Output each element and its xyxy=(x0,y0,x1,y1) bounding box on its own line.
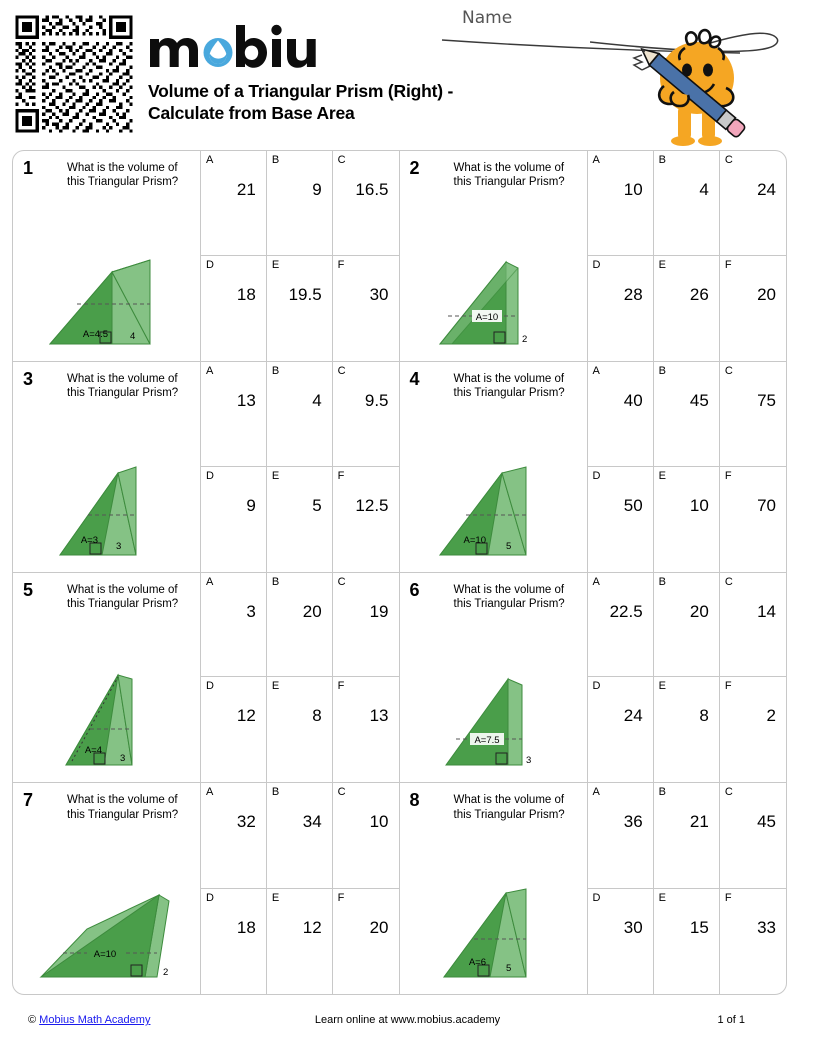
answer-options xyxy=(200,362,399,572)
answer-option[interactable] xyxy=(720,467,786,572)
question-prompt: What is the volume of this Triangular Prism? xyxy=(67,162,179,189)
option-letter: F xyxy=(724,891,732,904)
option-value: 9 xyxy=(246,495,256,515)
question-figure-area xyxy=(400,151,587,361)
triangular-prism-figure xyxy=(13,862,200,990)
length-label: 3 xyxy=(119,753,125,765)
page-title: Volume of a Triangular Prism (Right) - Calculate from Base Area xyxy=(148,81,454,124)
answer-option[interactable] xyxy=(720,151,786,256)
answer-option[interactable] xyxy=(333,151,399,256)
option-value: 3 xyxy=(246,601,256,621)
option-value: 10 xyxy=(623,180,643,200)
option-letter: A xyxy=(592,575,600,588)
option-letter: D xyxy=(592,469,601,482)
brand-block xyxy=(148,22,478,125)
option-letter: C xyxy=(337,364,346,377)
option-letter: D xyxy=(592,258,601,271)
option-value: 21 xyxy=(689,812,709,832)
option-letter: A xyxy=(592,786,600,799)
area-label: A=10 xyxy=(93,949,116,960)
answer-options xyxy=(587,783,787,994)
length-label: 3 xyxy=(526,755,532,767)
option-value: 8 xyxy=(312,706,322,726)
option-letter: E xyxy=(271,469,280,482)
answer-options xyxy=(200,573,399,783)
option-value: 32 xyxy=(236,812,256,832)
triangular-prism-figure xyxy=(13,229,200,357)
option-letter: D xyxy=(592,891,601,904)
question-number: 2 xyxy=(409,158,420,178)
area-label: A=4 xyxy=(84,745,102,757)
answer-option[interactable] xyxy=(267,889,333,994)
name-label: Name xyxy=(462,8,513,28)
answer-option[interactable] xyxy=(720,677,786,782)
option-letter: B xyxy=(271,154,280,166)
question-prompt: What is the volume of this Triangular Prism? xyxy=(67,583,179,610)
question-prompt: What is the volume of this Triangular Prism? xyxy=(67,794,179,821)
page-header xyxy=(0,0,815,148)
answer-option[interactable] xyxy=(588,783,654,888)
answer-option[interactable] xyxy=(267,362,333,467)
question-figure-area xyxy=(13,783,200,994)
option-letter: E xyxy=(658,891,666,904)
option-value: 10 xyxy=(689,495,709,515)
option-value: 13 xyxy=(369,706,389,726)
option-letter: A xyxy=(206,575,214,588)
question-card xyxy=(13,783,400,994)
answer-option[interactable] xyxy=(720,362,786,467)
option-value: 12 xyxy=(302,917,322,937)
question-number: 3 xyxy=(23,368,34,389)
option-letter: F xyxy=(724,680,732,693)
option-value: 24 xyxy=(757,180,776,200)
option-letter: D xyxy=(206,891,214,904)
answer-option[interactable] xyxy=(267,573,333,678)
option-letter: B xyxy=(271,575,280,588)
option-value: 2 xyxy=(766,706,776,726)
answer-option[interactable] xyxy=(333,677,399,782)
triangular-prism-figure xyxy=(400,229,587,357)
question-number: 5 xyxy=(23,579,34,600)
option-letter: E xyxy=(271,680,280,693)
questions-grid xyxy=(12,150,787,995)
option-value: 20 xyxy=(689,601,709,621)
question-number: 6 xyxy=(409,579,420,600)
question-prompt: What is the volume of this Triangular Prism? xyxy=(67,372,179,400)
question-prompt: What is the volume of this Triangular Prism? xyxy=(453,583,565,610)
option-value: 21 xyxy=(236,180,256,200)
answer-option[interactable] xyxy=(588,677,654,782)
option-letter: F xyxy=(337,258,345,271)
option-letter: A xyxy=(206,364,214,377)
answer-option[interactable] xyxy=(588,256,654,361)
triangular-prism-figure xyxy=(13,650,200,778)
question-figure-area xyxy=(400,573,587,783)
option-letter: D xyxy=(592,680,601,693)
option-letter: E xyxy=(658,258,666,271)
option-letter: E xyxy=(658,469,666,482)
option-value: 13 xyxy=(236,390,256,410)
option-letter: F xyxy=(337,469,345,482)
option-value: 75 xyxy=(757,390,776,410)
answer-option[interactable] xyxy=(333,362,399,467)
page-number: 1 of 1 xyxy=(717,1014,745,1026)
area-label: A=4.5 xyxy=(82,328,108,340)
answer-option[interactable] xyxy=(333,783,399,888)
option-value: 9 xyxy=(312,180,322,200)
length-label: 5 xyxy=(506,540,512,552)
length-label: 5 xyxy=(506,963,512,974)
question-number: 8 xyxy=(409,790,420,811)
option-letter: C xyxy=(724,786,733,799)
answer-option[interactable] xyxy=(654,889,720,994)
answer-option[interactable] xyxy=(267,256,333,361)
option-letter: C xyxy=(337,575,346,588)
option-value: 5 xyxy=(312,495,322,515)
triangular-prism-figure xyxy=(400,862,587,990)
answer-option[interactable] xyxy=(720,783,786,888)
option-value: 45 xyxy=(757,812,776,832)
option-letter: C xyxy=(724,575,733,588)
option-value: 4 xyxy=(312,390,322,410)
option-value: 33 xyxy=(757,917,776,937)
answer-option[interactable] xyxy=(588,362,654,467)
page-footer xyxy=(0,1014,815,1036)
length-label: 3 xyxy=(115,540,121,552)
area-label: A=6 xyxy=(468,957,486,968)
question-prompt: What is the volume of this Triangular Prism? xyxy=(453,794,565,821)
answer-option[interactable] xyxy=(654,362,720,467)
option-value: 18 xyxy=(236,284,256,304)
answer-option[interactable] xyxy=(654,677,720,782)
answer-option[interactable] xyxy=(654,151,720,256)
answer-option[interactable] xyxy=(333,573,399,678)
option-letter: B xyxy=(658,364,666,377)
option-letter: C xyxy=(337,786,346,799)
option-letter: E xyxy=(271,258,280,271)
length-label: 2 xyxy=(522,333,528,345)
option-letter: E xyxy=(658,680,666,693)
option-value: 10 xyxy=(369,812,389,832)
option-letter: B xyxy=(658,786,666,799)
question-figure-area xyxy=(400,362,587,572)
answer-option[interactable] xyxy=(588,151,654,256)
area-label: A=3 xyxy=(80,534,98,546)
question-figure-area xyxy=(13,151,200,361)
option-letter: A xyxy=(592,154,600,166)
answer-option[interactable] xyxy=(654,783,720,888)
answer-option[interactable] xyxy=(201,677,267,782)
option-value: 19.5 xyxy=(288,284,322,304)
learn-online-text: Learn online at www.mobius.academy xyxy=(314,1014,501,1026)
mobius-logo xyxy=(148,22,478,72)
question-prompt: What is the volume of this Triangular Prism? xyxy=(453,372,565,400)
answer-options xyxy=(200,151,399,361)
option-letter: F xyxy=(724,258,732,271)
answer-option[interactable] xyxy=(720,889,786,994)
option-letter: C xyxy=(724,364,733,377)
answer-option[interactable] xyxy=(654,467,720,572)
option-letter: C xyxy=(724,154,733,166)
option-value: 20 xyxy=(757,284,776,304)
answer-option[interactable] xyxy=(267,677,333,782)
answer-option[interactable] xyxy=(201,256,267,361)
option-value: 45 xyxy=(689,390,709,410)
answer-options xyxy=(587,573,787,783)
area-label: A=10 xyxy=(463,534,486,546)
option-letter: F xyxy=(724,469,732,482)
option-value: 20 xyxy=(302,601,322,621)
answer-option[interactable] xyxy=(267,783,333,888)
option-value: 4 xyxy=(699,180,709,200)
question-number: 1 xyxy=(23,158,34,178)
qr-code-icon xyxy=(12,12,136,136)
triangular-prism-figure xyxy=(400,440,587,568)
option-value: 30 xyxy=(369,284,389,304)
answer-option[interactable] xyxy=(654,256,720,361)
option-letter: D xyxy=(206,680,214,693)
answer-option[interactable] xyxy=(267,467,333,572)
question-card xyxy=(13,151,400,362)
question-number: 4 xyxy=(409,368,420,389)
answer-option[interactable] xyxy=(588,889,654,994)
answer-options xyxy=(587,362,787,572)
option-value: 50 xyxy=(623,495,643,515)
triangular-prism-figure xyxy=(400,650,587,778)
option-value: 34 xyxy=(302,812,322,832)
option-value: 12.5 xyxy=(355,495,389,515)
answer-option[interactable] xyxy=(201,151,267,256)
answer-option[interactable] xyxy=(333,889,399,994)
option-letter: E xyxy=(271,891,280,904)
option-letter: B xyxy=(271,786,280,799)
option-value: 36 xyxy=(623,812,643,832)
question-figure-area xyxy=(13,573,200,783)
answer-option[interactable] xyxy=(201,783,267,888)
option-value: 40 xyxy=(623,390,643,410)
option-letter: B xyxy=(271,364,280,377)
option-value: 18 xyxy=(236,917,256,937)
answer-option[interactable] xyxy=(201,889,267,994)
answer-option[interactable] xyxy=(588,467,654,572)
option-letter: B xyxy=(658,154,666,166)
question-prompt: What is the volume of this Triangular Prism? xyxy=(453,162,565,189)
answer-option[interactable] xyxy=(720,256,786,361)
answer-options xyxy=(200,783,399,994)
area-label: A=7.5 xyxy=(474,735,500,747)
answer-option[interactable] xyxy=(267,151,333,256)
option-letter: A xyxy=(206,154,214,166)
answer-option[interactable] xyxy=(588,573,654,678)
mobius-math-academy-link[interactable]: Mobius Math Academy xyxy=(39,1014,151,1026)
answer-option[interactable] xyxy=(201,362,267,467)
question-figure-area xyxy=(400,783,587,994)
question-card xyxy=(13,573,400,784)
option-value: 22.5 xyxy=(609,601,643,621)
option-letter: A xyxy=(592,364,600,377)
option-letter: C xyxy=(337,154,346,166)
answer-option[interactable] xyxy=(333,256,399,361)
option-value: 24 xyxy=(623,706,643,726)
question-card xyxy=(400,151,787,362)
option-value: 8 xyxy=(699,706,709,726)
answer-options xyxy=(587,151,787,361)
answer-option[interactable] xyxy=(333,467,399,572)
answer-option[interactable] xyxy=(201,467,267,572)
option-value: 20 xyxy=(369,917,389,937)
option-letter: F xyxy=(337,891,345,904)
option-value: 70 xyxy=(757,495,776,515)
option-letter: D xyxy=(206,469,214,482)
question-card xyxy=(13,362,400,573)
question-card xyxy=(400,362,787,573)
triangular-prism-figure xyxy=(13,440,200,568)
mascot-with-pencil-icon xyxy=(590,8,810,148)
option-letter: F xyxy=(337,680,345,693)
area-label: A=10 xyxy=(475,311,499,323)
length-label: 4 xyxy=(129,330,135,342)
option-value: 16.5 xyxy=(355,180,389,200)
option-value: 19 xyxy=(369,601,389,621)
option-value: 9.5 xyxy=(364,390,389,410)
option-value: 14 xyxy=(757,601,776,621)
option-letter: A xyxy=(206,786,214,799)
option-value: 26 xyxy=(689,284,709,304)
option-letter: B xyxy=(658,575,666,588)
answer-option[interactable] xyxy=(720,573,786,678)
question-number: 7 xyxy=(23,790,34,811)
question-card xyxy=(400,783,787,994)
answer-option[interactable] xyxy=(201,573,267,678)
option-value: 12 xyxy=(236,706,256,726)
question-card xyxy=(400,573,787,784)
option-value: 28 xyxy=(623,284,643,304)
option-letter: D xyxy=(206,258,214,271)
option-value: 15 xyxy=(689,917,709,937)
answer-option[interactable] xyxy=(654,573,720,678)
copyright-symbol: © xyxy=(28,1014,37,1026)
question-figure-area xyxy=(13,362,200,572)
length-label: 2 xyxy=(162,967,168,978)
option-value: 30 xyxy=(623,917,643,937)
